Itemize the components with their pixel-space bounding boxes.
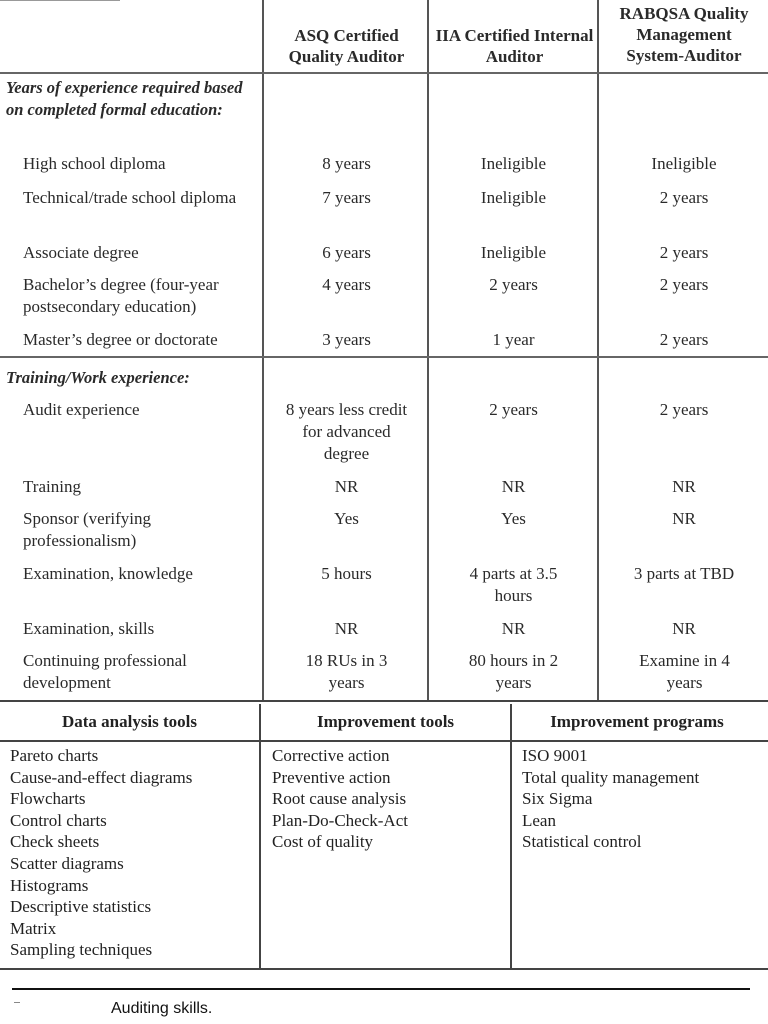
list-item: Lean (522, 810, 556, 830)
cell-asq: 4 years (322, 275, 371, 294)
list-item: Plan-Do-Check-Act (272, 810, 408, 830)
header-rule (0, 72, 768, 74)
tools-table (0, 700, 768, 972)
cell-iia: NR (501, 477, 526, 496)
row-label: Audit experience (23, 400, 140, 419)
list-item: Cost of quality (272, 832, 374, 852)
list-item: Sampling techniques (10, 940, 153, 960)
caption-rule (12, 988, 750, 990)
cell-asq: 8 years less credit for advanced degree (285, 400, 408, 463)
row-label: Sponsor (verifying professionalism) (23, 509, 151, 550)
tools-column-divider (510, 704, 512, 970)
cell-rabqsa: 2 years (659, 243, 709, 262)
data-analysis-list (10, 745, 192, 961)
row-label: Training (23, 477, 81, 496)
list-item: Root cause analysis (272, 789, 407, 809)
list-item: Flowcharts (10, 789, 86, 809)
figure-caption: Auditing skills. (111, 1000, 213, 1017)
column-header-improvement-programs: Improvement programs (550, 712, 724, 731)
improvement-tools-list (272, 745, 408, 853)
cell-iia: Ineligible (480, 154, 547, 173)
cell-asq: 5 hours (321, 564, 372, 583)
caption-mark (14, 1002, 20, 1003)
cell-rabqsa: Examine in 4 years (639, 651, 730, 692)
cell-rabqsa: NR (672, 509, 696, 528)
cell-asq: 7 years (322, 188, 371, 207)
row-label: High school diploma (23, 154, 166, 173)
row-label: Examination, skills (23, 619, 155, 638)
cell-rabqsa: 2 years (659, 400, 709, 419)
list-item: Check sheets (10, 832, 100, 852)
cell-rabqsa: NR (672, 619, 696, 638)
list-item: Control charts (10, 810, 107, 830)
tools-column-divider (259, 704, 261, 970)
column-divider (262, 0, 264, 700)
column-header-improvement-tools: Improvement tools (316, 712, 455, 731)
cell-rabqsa: NR (672, 477, 696, 496)
cell-asq: 18 RUs in 3 years (305, 651, 388, 692)
cell-rabqsa: 2 years (659, 330, 709, 349)
cell-iia: Ineligible (480, 243, 547, 262)
cell-asq: 6 years (322, 243, 371, 262)
list-item: Corrective action (272, 746, 390, 765)
column-header-iia: IIA Certified Internal Auditor (435, 26, 594, 66)
cell-iia: 2 years (489, 400, 538, 419)
tools-top-rule (0, 700, 768, 702)
column-header-data-analysis: Data analysis tools (61, 712, 198, 731)
section-rule (0, 356, 768, 358)
list-item: Descriptive statistics (10, 897, 152, 917)
section-title-training: Training/Work experience: (6, 368, 190, 387)
row-label: Master’s degree or doctorate (23, 330, 218, 349)
cell-iia: 80 hours in 2 years (468, 651, 559, 692)
list-item: Scatter diagrams (10, 853, 124, 873)
cell-rabqsa: 3 parts at TBD (633, 564, 735, 583)
list-item: Six Sigma (522, 789, 593, 809)
list-item: ISO 9001 (522, 746, 588, 765)
cell-iia: NR (501, 619, 526, 638)
cell-rabqsa: 2 years (659, 275, 709, 294)
cell-iia: 2 years (489, 275, 538, 294)
cell-iia: 1 year (492, 330, 535, 349)
section-title-education: Years of experience required based on completed formal education: (6, 78, 243, 119)
cell-asq: NR (334, 619, 359, 638)
list-item: Histograms (10, 875, 89, 895)
list-item: Pareto charts (10, 746, 99, 765)
cell-asq: 3 years (322, 330, 371, 349)
column-header-rabqsa: RABQSA Quality Management System-Auditor (619, 4, 749, 65)
list-item: Cause-and-effect diagrams (10, 767, 193, 787)
list-item: Total quality management (522, 767, 700, 787)
row-label: Continuing professional development (23, 651, 187, 692)
cell-asq: 8 years (322, 154, 371, 173)
row-label: Bachelor’s degree (four-year postsecondary education) (23, 275, 219, 316)
list-item: Preventive action (272, 767, 391, 787)
list-item: Matrix (10, 918, 57, 938)
cell-rabqsa: 2 years (659, 188, 709, 207)
cell-iia: 4 parts at 3.5 hours (469, 564, 558, 605)
column-divider (597, 0, 599, 700)
cell-iia: Yes (501, 509, 526, 528)
tools-header-rule (0, 740, 768, 742)
cell-iia: Ineligible (480, 188, 547, 207)
column-header-asq: ASQ Certified Quality Auditor (288, 26, 405, 66)
row-label: Technical/trade school diploma (23, 188, 237, 207)
tools-bottom-rule (0, 968, 768, 970)
improvement-programs-list (522, 745, 699, 853)
cell-asq: NR (334, 477, 359, 496)
row-label: Associate degree (23, 243, 139, 262)
cell-asq: Yes (334, 509, 359, 528)
row-label: Examination, knowledge (23, 564, 193, 583)
cell-rabqsa: Ineligible (651, 154, 717, 173)
list-item: Statistical control (522, 832, 642, 852)
